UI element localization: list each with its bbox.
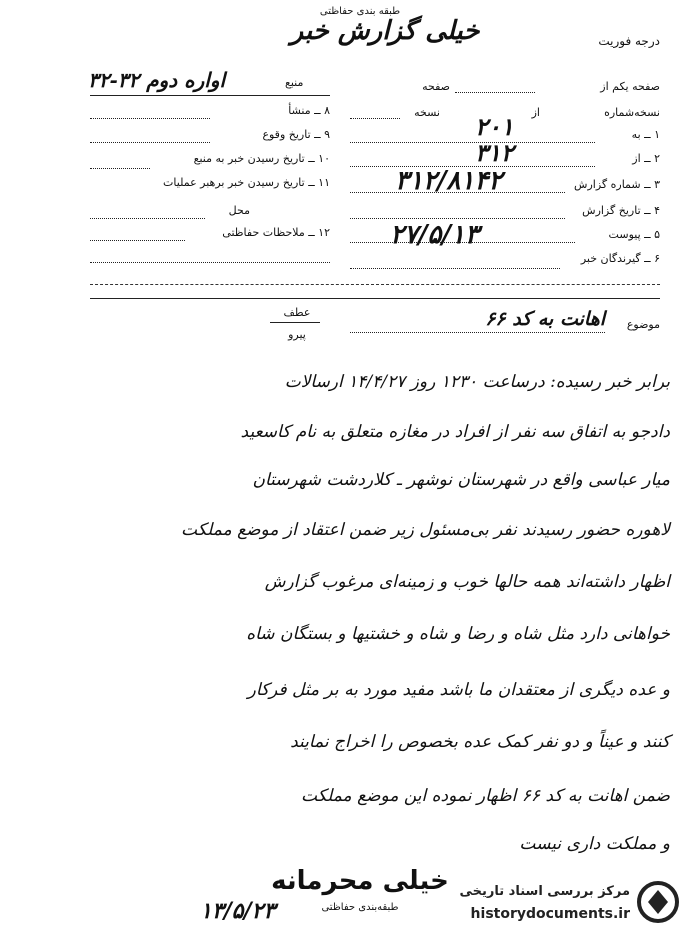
subject-label: موضوع (626, 318, 660, 331)
stamp-title: خیلی گزارش خبر (290, 16, 480, 46)
body-line-2: دادجو به اتفاق سه نفر از افراد در مغازه متعلق به نام کاسعید (240, 422, 670, 442)
field-place-line (90, 218, 205, 219)
field-recipients: ۶ ــ گیرندگان خبر (580, 252, 660, 265)
field-origin-line (90, 118, 210, 119)
value-report-no: ۳۱۲/۸۱۴۲ (395, 166, 503, 196)
field-occurrence-line (90, 142, 210, 143)
field-receipt-source-line (90, 168, 150, 169)
archive-logo-icon (636, 880, 680, 924)
value-report-date: ۲۷/۵/۱۳ (390, 220, 479, 250)
source-label: منبع (285, 76, 304, 89)
body-line-1: برابر خبر رسیده: درساعت ۱۲۳۰ روز ۱۴/۴/۲۷ ارسالات (284, 372, 670, 392)
footer-classification-sub: طبقه‌بندی حفاظتی (321, 902, 399, 913)
classification-label: طبقه بندی حفاظتی (319, 6, 401, 17)
field-to-line (350, 142, 595, 143)
field-receipt-source: ۱۰ ــ تاریخ رسیدن خبر به منبع (193, 152, 330, 165)
handwritten-top-ref: اواره دوم ۳۲-۳۲ (88, 68, 226, 92)
field-security-notes: ۱۲ ــ ملاحظات حفاظتی (222, 226, 330, 239)
source-line (90, 95, 330, 96)
copy-from-label: از (531, 106, 540, 119)
field-report-date-line (350, 218, 565, 219)
field-occurrence-date: ۹ ــ تاریخ وقوع (262, 128, 330, 141)
copy-line (350, 118, 400, 119)
body-line-5: اظهار داشته‌اند همه حالها خوب و زمینه‌ای مرغوب گزارش (264, 572, 670, 592)
body-line-9: ضمن اهانت به کد ۶۶ اظهار نموده این موضع مملکت (301, 786, 670, 806)
copy-no-label: نسخه‌شماره (604, 106, 660, 119)
watermark-url: historydocuments.ir (470, 906, 630, 922)
body-line-4: لاهوره حضور رسیدند نفر بی‌مسئول زیر ضمن اعتقاد از موضع مملکت (181, 520, 670, 540)
field-security-line (90, 240, 185, 241)
value-to: ۲۰۱ (475, 112, 514, 141)
field-receipt-ops: ۱۱ ــ تاریخ رسیدن خبر برهبر عملیات (163, 176, 330, 189)
field-report-date: ۴ ــ تاریخ گزارش (582, 204, 660, 217)
body-line-8: کنند و عیناً و دو نفر کمک عده بخصوص را اخراج نمایند (290, 732, 670, 752)
page-of-line (455, 92, 535, 93)
footer-classification-stamp: خیلی محرمانه (271, 866, 449, 896)
field-recipients-line (350, 268, 560, 269)
atf-divider (270, 322, 320, 323)
body-line-10: و مملکت داری نیست (519, 834, 670, 854)
page-label: صفحه (422, 80, 450, 93)
field-origin: ۸ ــ منشأ (288, 104, 330, 117)
field-from: ۲ ــ از (632, 152, 660, 165)
notes-line-1 (90, 262, 330, 263)
field-attachment: ۵ ــ پیوست (608, 228, 660, 241)
body-line-6: خواهانی دارد مثل شاه و رضا و شاه و خشتیها و بستگان شاه (246, 624, 670, 644)
body-line-7: و عده دیگری از معتقدان ما باشد مفید مورد به بر مثل فرکار (247, 680, 670, 700)
body-line-3: میار عباسی واقع در شهرستان نوشهر ـ کلاردشت شهرستان (252, 470, 670, 490)
subject-value: اهانت به کد ۶۶ (485, 308, 605, 330)
priority-label: درجه فوریت (598, 34, 660, 48)
watermark-org-name: مرکز بررسی اسناد تاریخی (459, 884, 630, 899)
subject-line (350, 332, 605, 333)
footer-handwritten-date: ۱۳/۵/۲۳ (200, 898, 276, 924)
page-of-label: صفحه یکم از (600, 80, 660, 93)
field-to: ۱ ــ به (631, 128, 660, 141)
peyro-label: پیرو (288, 328, 306, 341)
header-separator (90, 298, 660, 299)
field-place: محل (228, 204, 250, 217)
value-from: ۳۱۲ (475, 138, 514, 167)
field-report-no: ۳ ــ شماره گزارش (574, 178, 660, 191)
copy-label: نسخه (414, 106, 440, 119)
recipients-line-2 (90, 284, 660, 285)
atf-label: عطف (283, 306, 311, 319)
